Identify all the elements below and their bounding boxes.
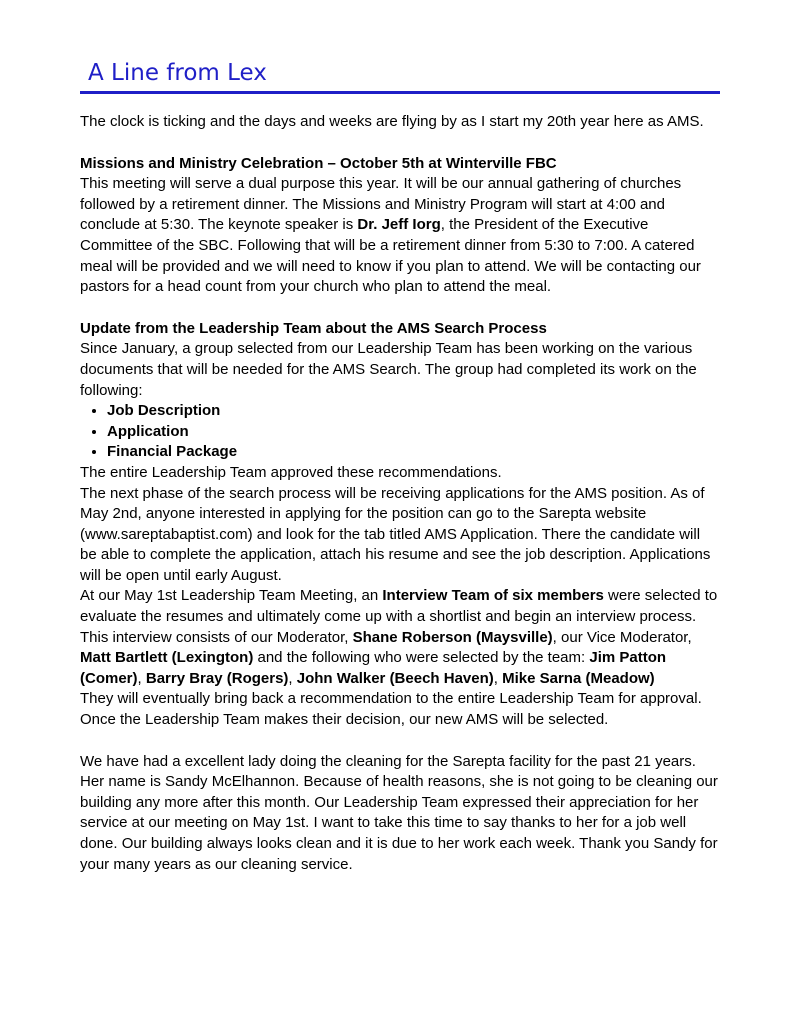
update-heading-text: Update from the Leadership Team about the AMS Search Process — [80, 319, 547, 337]
missions-text-b: , the President of the Executive Committee of the SBC. Following that will be a retirement dinner from 5:30 to 7:00. A catered meal will be provided and we will need to know if you plan to attend. We will be contacting our pastors for a head count from your church who plan to attend the meal. — [80, 216, 701, 296]
member-name: John Walker (Beech Haven) — [296, 669, 494, 687]
text-run: , our Vice Moderator, — [552, 628, 692, 646]
title-underline — [80, 91, 720, 94]
intro-paragraph: The clock is ticking and the days and weeks are flying by as I start my 20th year here as AMS. — [80, 113, 704, 130]
text-run: , — [493, 669, 503, 687]
update-paragraph-5: They will eventually bring back a recommendation to the entire Leadership Team for approval. Once the Leadership Team makes their decision, our new AMS will be selected. — [80, 690, 702, 729]
update-heading — [80, 319, 720, 340]
missions-text-a: This meeting will serve a dual purpose this year. It will be our annual gathering of churches followed by a retirement dinner. The Missions and Ministry Program will start at 4:00 and conclude at 5:30. The keynote speaker is — [80, 175, 682, 234]
article-body — [80, 112, 720, 875]
missions-heading — [80, 154, 720, 175]
keynote-speaker: Dr. Jeff Iorg — [357, 216, 441, 234]
text-run: , — [288, 669, 297, 687]
vice-moderator-name: Matt Bartlett (Lexington) — [80, 649, 254, 667]
member-name: Jim Patton (Comer) — [80, 649, 667, 687]
list-item: • Financial Package — [107, 442, 720, 463]
text-run: and the following who were selected by the team: — [253, 649, 590, 667]
spacer — [80, 731, 720, 752]
page-title: A Line from Lex — [88, 60, 267, 86]
closing-paragraph: We have had a excellent lady doing the cleaning for the Sarepta facility for the past 21 years. Her name is Sandy McElhannon. Because of health reasons, she is not going to be cleaning our building any more after this month. Our Leadership Team expressed their appreciation for her service at our meeting on May 1st. I want to take this time to say thanks to her for a job well done. Our building always looks clean and it is due to her work each week. Thank you Sandy for your many years as our cleaning service. — [80, 752, 718, 873]
update-paragraph-3: The next phase of the search process will be receiving applications for the AMS position. As of May 2nd, anyone interested in applying for the position can go to the Sarepta website (www.sareptabaptist.com) and look for the tab titled AMS Application. There the candidate will be able to complete the application, attach his resume and see the job description. Applications will be open until early August. — [80, 484, 711, 584]
missions-heading-text: Missions and Ministry Celebration – October 5th at Winterville FBC — [80, 154, 557, 172]
completed-documents-list — [80, 401, 720, 463]
list-item: • Application — [107, 422, 720, 443]
moderator-name: Shane Roberson (Maysville) — [352, 628, 553, 646]
spacer — [80, 298, 720, 319]
interview-team-label: Interview Team of six members — [382, 587, 604, 605]
update-paragraph-1: Since January, a group selected from our Leadership Team has been working on the various documents that will be needed for the AMS Search. The group had completed its work on the following: — [80, 340, 697, 399]
text-run: were selected to evaluate the resumes and ultimately come up with a shortlist and begin an interview process. This interview consists of our Moderator, — [80, 587, 718, 646]
spacer — [80, 133, 720, 154]
missions-paragraph — [80, 174, 720, 298]
text-run: At our May 1st Leadership Team Meeting, an — [80, 587, 383, 605]
list-item: • Job Description — [107, 401, 720, 422]
interview-team-paragraph — [80, 586, 720, 689]
member-name: Barry Bray (Rogers) — [145, 669, 289, 687]
update-paragraph-2: The entire Leadership Team approved these recommendations. — [80, 463, 502, 481]
member-name: Mike Sarna (Meadow) — [502, 669, 655, 687]
text-run: , — [137, 669, 146, 687]
